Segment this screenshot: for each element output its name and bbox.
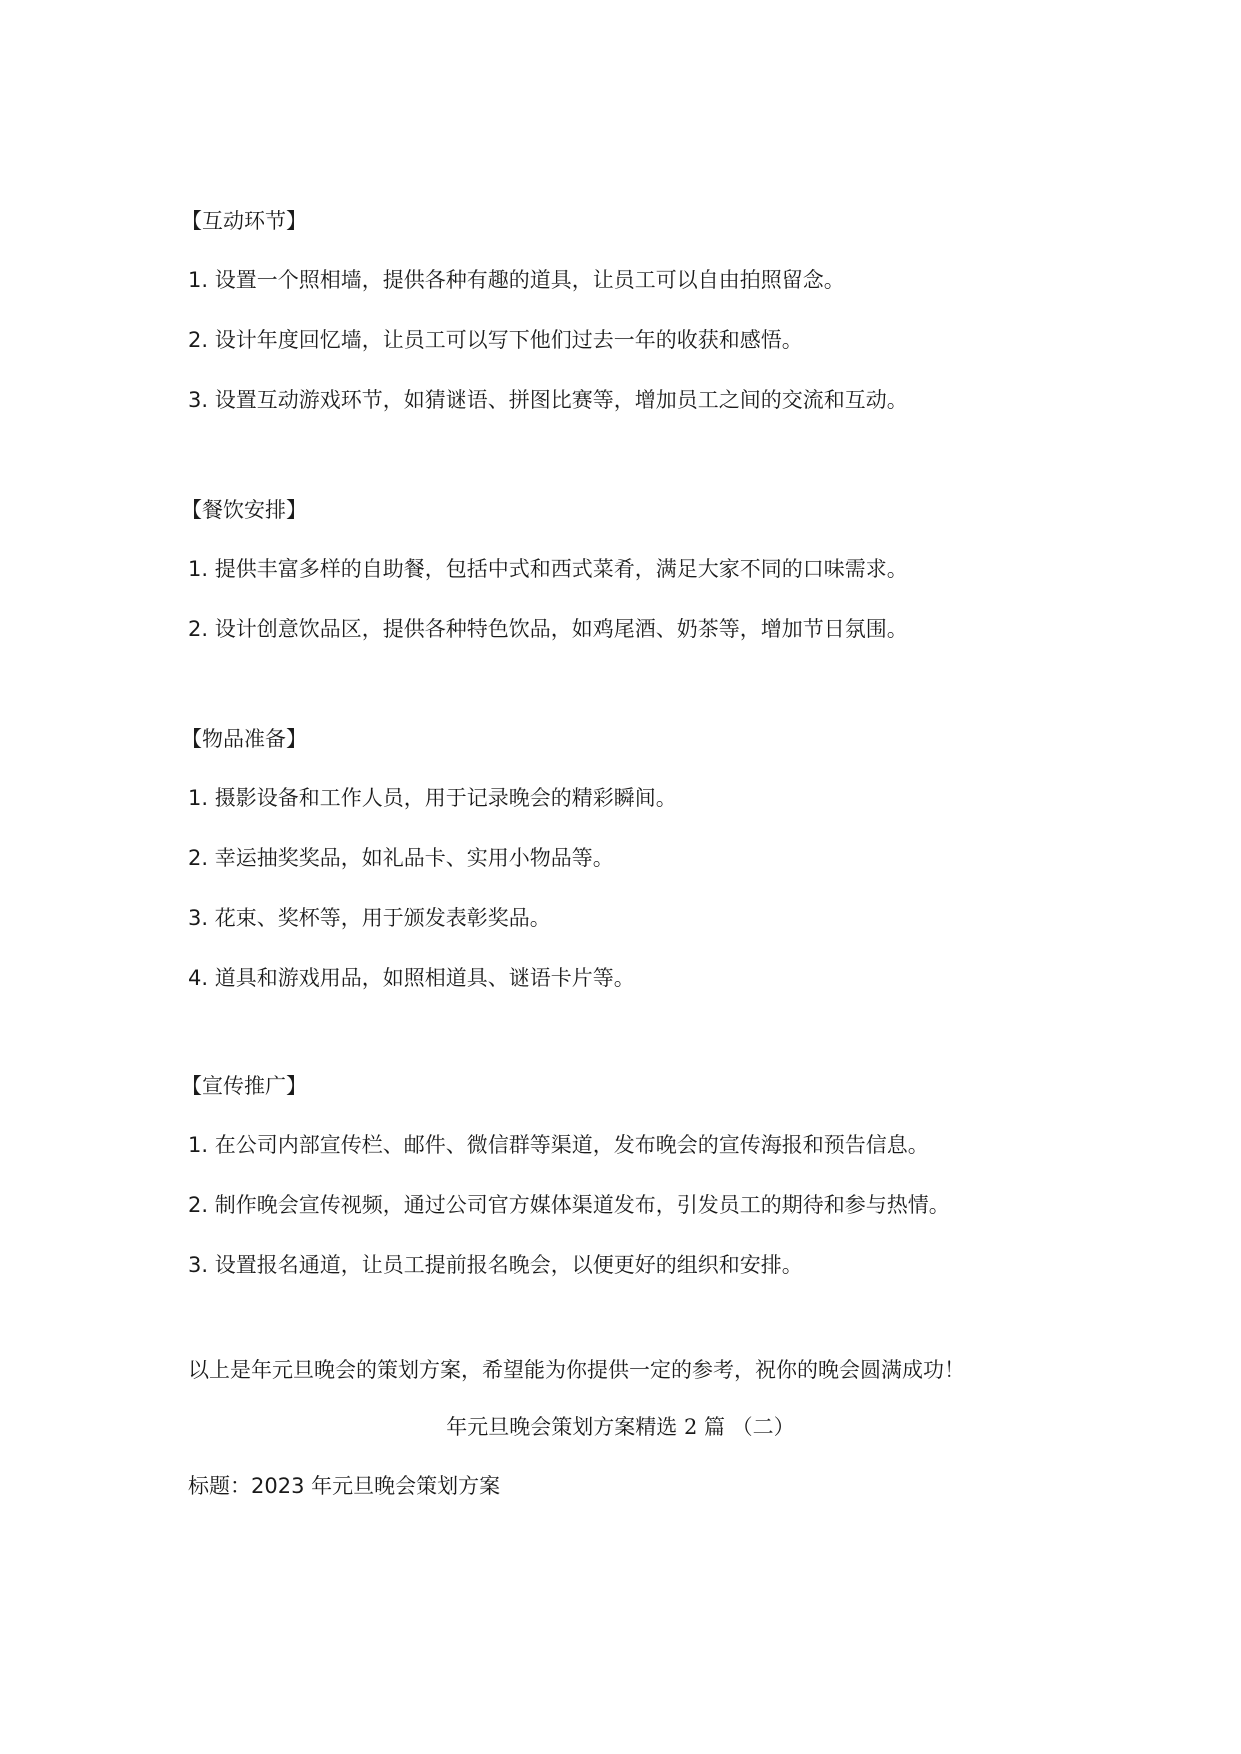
supplies-item-3: 3. 花束、奖杯等，用于颁发表彰奖品。 xyxy=(188,906,551,930)
promotion-item-2: 2. 制作晚会宣传视频，通过公司官方媒体渠道发布，引发员工的期待和参与热情。 xyxy=(188,1193,950,1217)
promotion-item-1: 1. 在公司内部宣传栏、邮件、微信群等渠道，发布晚会的宣传海报和预告信息。 xyxy=(188,1133,929,1157)
section-heading-interaction: 【互动环节】 xyxy=(181,209,307,233)
part-title: 年元旦晚会策划方案精选 2 篇 （二） xyxy=(446,1415,795,1439)
supplies-item-2: 2. 幸运抽奖奖品，如礼品卡、实用小物品等。 xyxy=(188,846,614,870)
interaction-item-1: 1. 设置一个照相墙，提供各种有趣的道具，让员工可以自由拍照留念。 xyxy=(188,268,845,292)
closing-paragraph: 以上是年元旦晚会的策划方案，希望能为你提供一定的参考，祝你的晚会圆满成功！ xyxy=(188,1358,965,1382)
section-heading-promotion: 【宣传推广】 xyxy=(181,1074,307,1098)
promotion-item-3: 3. 设置报名通道，让员工提前报名晚会，以便更好的组织和安排。 xyxy=(188,1253,803,1277)
section-heading-supplies: 【物品准备】 xyxy=(181,727,307,751)
catering-item-2: 2. 设计创意饮品区，提供各种特色饮品，如鸡尾酒、奶茶等，增加节日氛围。 xyxy=(188,617,908,641)
section-heading-catering: 【餐饮安排】 xyxy=(181,498,307,522)
supplies-item-4: 4. 道具和游戏用品，如照相道具、谜语卡片等。 xyxy=(188,966,635,990)
interaction-item-2: 2. 设计年度回忆墙，让员工可以写下他们过去一年的收获和感悟。 xyxy=(188,328,803,352)
catering-item-1: 1. 提供丰富多样的自助餐，包括中式和西式菜肴，满足大家不同的口味需求。 xyxy=(188,557,908,581)
supplies-item-1: 1. 摄影设备和工作人员，用于记录晚会的精彩瞬间。 xyxy=(188,786,677,810)
document-title: 标题：2023 年元旦晚会策划方案 xyxy=(188,1474,501,1498)
interaction-item-3: 3. 设置互动游戏环节，如猜谜语、拼图比赛等，增加员工之间的交流和互动。 xyxy=(188,388,908,412)
